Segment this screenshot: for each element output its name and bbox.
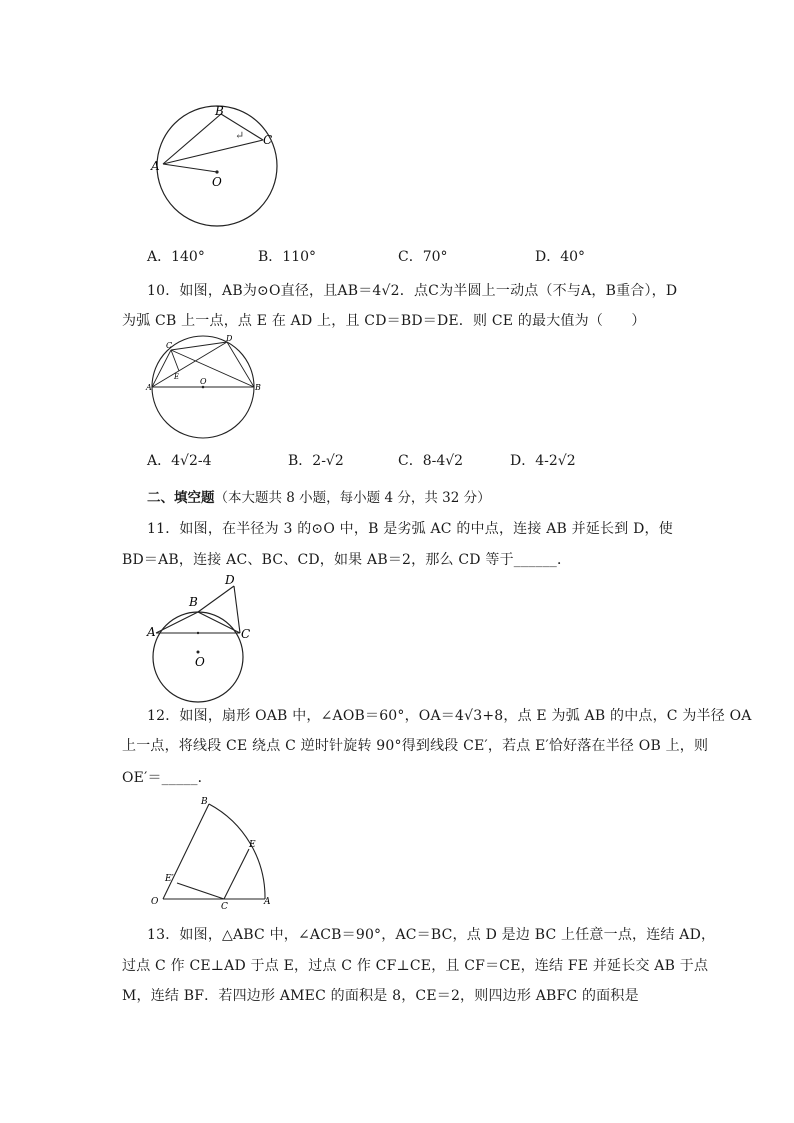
q10-line-1: 10．如图，AB为⊙O直径，且AB＝4√2．点C为半圆上一动点（不与A，B重合），D [147,283,678,299]
q10-option-b: B．2-√2 [288,453,344,469]
q12-line-2: 上一点，将线段 CE 绕点 C 逆时针旋转 90°得到线段 CE′，若点 E′恰好落在半径 OB 上，则 [122,738,709,754]
q11-line-2: BD＝AB，连接 AC、BC、CD，如果 AB＝2，那么 CD 等于______． [122,552,572,568]
q10-label-b: B [255,383,261,392]
q9-circle-figure [145,100,285,230]
q9-option-a: A．140° [147,249,205,265]
q11-label-b: B [189,595,198,609]
q12-label-c: C [221,902,228,912]
q12-label-o: O [151,897,159,907]
q10-label-o: O [200,377,207,386]
q9-label-o: O [212,175,222,189]
q12-label-e: E [249,840,256,850]
q11-label-c: C [241,627,251,641]
q10-option-d: D．4-2√2 [510,453,576,469]
q11-circle-figure [145,572,260,702]
q10-label-e: E [174,373,180,381]
q13-line-2: 过点 C 作 CE⊥AD 于点 E，过点 C 作 CF⊥CE，且 CF＝CE，连结 FE 并延长交 AB 于点 [122,958,709,974]
q11-line-1: 11．如图，在半径为 3 的⊙O 中，B 是劣弧 AC 的中点，连接 AB 并延长到 D，使 [147,521,673,537]
q12-label-e-prime: E′ [165,874,174,884]
q9-option-c: C．70° [398,249,448,265]
q9-label-b: B [215,104,224,118]
q10-label-d: D [226,334,233,343]
q10-option-c: C．8-4√2 [398,453,464,469]
q12-label-a: A [264,897,271,907]
q11-label-a: A [147,625,156,639]
q10-option-a: A．4√2-4 [147,453,212,469]
q12-sector-figure [145,795,280,915]
q10-label-a: A [146,383,152,392]
q13-line-3: M，连结 BF．若四边形 AMEC 的面积是 8，CE＝2，则四边形 ABFC 的面积是 [122,988,639,1004]
q12-line-3: OE′＝_____． [122,770,212,786]
section-heading [147,488,491,508]
q10-circle-figure [145,333,270,443]
q12-line-1: 12．如图，扇形 OAB 中，∠AOB＝60°，OA＝4√3+8，点 E 为弧 AB 的中点，C 为半径 OA [147,708,752,724]
q9-option-d: D．40° [535,249,586,265]
q9-label-c: C [263,133,273,147]
q13-line-1: 13．如图，△ABC 中，∠ACB＝90°，AC＝BC，点 D 是边 BC 上任意一点，连结 AD， [147,927,716,943]
q10-line-2: 为弧 CB 上一点，点 E 在 AD 上，且 CD＝BD＝DE．则 CE 的最大值为（ ） [122,313,646,329]
q11-label-o: O [195,655,205,669]
q12-label-b: B [201,797,208,807]
section-title: 二、填空题 [147,490,215,506]
q11-label-d: D [225,573,235,587]
q9-label-a: A [151,159,160,173]
q10-label-c: C [166,341,173,350]
q9-option-b: B．110° [258,249,317,265]
section-detail: （本大题共 8 小题，每小题 4 分，共 32 分） [214,490,491,506]
svg-text:↵: ↵ [235,129,245,142]
